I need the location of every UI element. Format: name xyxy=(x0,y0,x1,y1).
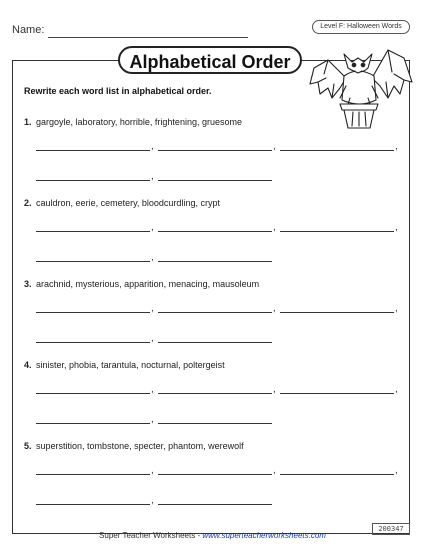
question-3 xyxy=(24,279,259,289)
comma: , xyxy=(151,252,154,263)
comma: , xyxy=(273,465,276,476)
level-badge: Level F: Halloween Words xyxy=(312,20,410,34)
answer-blank-5-3[interactable] xyxy=(280,474,394,475)
answer-blank-5-5[interactable] xyxy=(158,504,272,505)
comma: , xyxy=(151,171,154,182)
comma: , xyxy=(273,141,276,152)
comma: , xyxy=(273,222,276,233)
question-number: 3. xyxy=(24,279,32,289)
comma: , xyxy=(151,495,154,506)
answer-blank-5-2[interactable] xyxy=(158,474,272,475)
question-4 xyxy=(24,360,225,370)
question-number: 5. xyxy=(24,441,32,451)
answer-blank-3-5[interactable] xyxy=(158,342,272,343)
worksheet-code: 200347 xyxy=(372,523,410,535)
answer-blank-5-4[interactable] xyxy=(36,504,150,505)
answer-blank-3-1[interactable] xyxy=(36,312,150,313)
answer-blank-1-5[interactable] xyxy=(158,180,272,181)
answer-blank-3-3[interactable] xyxy=(280,312,394,313)
answer-blank-5-1[interactable] xyxy=(36,474,150,475)
comma: , xyxy=(151,141,154,152)
answer-blank-3-2[interactable] xyxy=(158,312,272,313)
question-text: superstition, tombstone, specter, phantom, werewolf xyxy=(36,441,244,451)
question-text: sinister, phobia, tarantula, nocturnal, poltergeist xyxy=(36,360,225,370)
name-field[interactable] xyxy=(48,37,248,38)
answer-blank-4-4[interactable] xyxy=(36,423,150,424)
footer-link[interactable]: www.superteacherworksheets.com xyxy=(202,531,326,540)
question-number: 1. xyxy=(24,117,32,127)
comma: , xyxy=(151,465,154,476)
name-label: Name: xyxy=(12,24,45,36)
comma: , xyxy=(395,465,398,476)
worksheet-panel xyxy=(12,60,410,534)
question-5 xyxy=(24,441,244,451)
question-1 xyxy=(24,117,242,127)
question-text: gargoyle, laboratory, horrible, frightening, gruesome xyxy=(36,117,242,127)
answer-blank-2-2[interactable] xyxy=(158,231,272,232)
answer-blank-4-5[interactable] xyxy=(158,423,272,424)
answer-blank-2-4[interactable] xyxy=(36,261,150,262)
comma: , xyxy=(395,141,398,152)
question-number: 4. xyxy=(24,360,32,370)
answer-blank-2-1[interactable] xyxy=(36,231,150,232)
answer-blank-1-1[interactable] xyxy=(36,150,150,151)
question-number: 2. xyxy=(24,198,32,208)
footer xyxy=(0,531,425,540)
question-text: arachnid, mysterious, apparition, menacing, mausoleum xyxy=(36,279,260,289)
question-text: cauldron, eerie, cemetery, bloodcurdling, crypt xyxy=(36,198,220,208)
answer-blank-1-4[interactable] xyxy=(36,180,150,181)
question-2 xyxy=(24,198,220,208)
gargoyle-icon xyxy=(308,38,414,130)
answer-blank-4-3[interactable] xyxy=(280,393,394,394)
comma: , xyxy=(151,222,154,233)
comma: , xyxy=(395,222,398,233)
footer-prefix: Super Teacher Worksheets - xyxy=(99,531,203,540)
comma: , xyxy=(273,384,276,395)
comma: , xyxy=(395,384,398,395)
answer-blank-1-3[interactable] xyxy=(280,150,394,151)
comma: , xyxy=(395,303,398,314)
answer-blank-4-1[interactable] xyxy=(36,393,150,394)
page-title: Alphabetical Order xyxy=(118,46,302,74)
answer-blank-3-4[interactable] xyxy=(36,342,150,343)
comma: , xyxy=(273,303,276,314)
answer-blank-2-3[interactable] xyxy=(280,231,394,232)
comma: , xyxy=(151,303,154,314)
answer-blank-2-5[interactable] xyxy=(158,261,272,262)
comma: , xyxy=(151,414,154,425)
comma: , xyxy=(151,333,154,344)
instructions: Rewrite each word list in alphabetical order. xyxy=(24,86,212,96)
comma: , xyxy=(151,384,154,395)
answer-blank-1-2[interactable] xyxy=(158,150,272,151)
answer-blank-4-2[interactable] xyxy=(158,393,272,394)
